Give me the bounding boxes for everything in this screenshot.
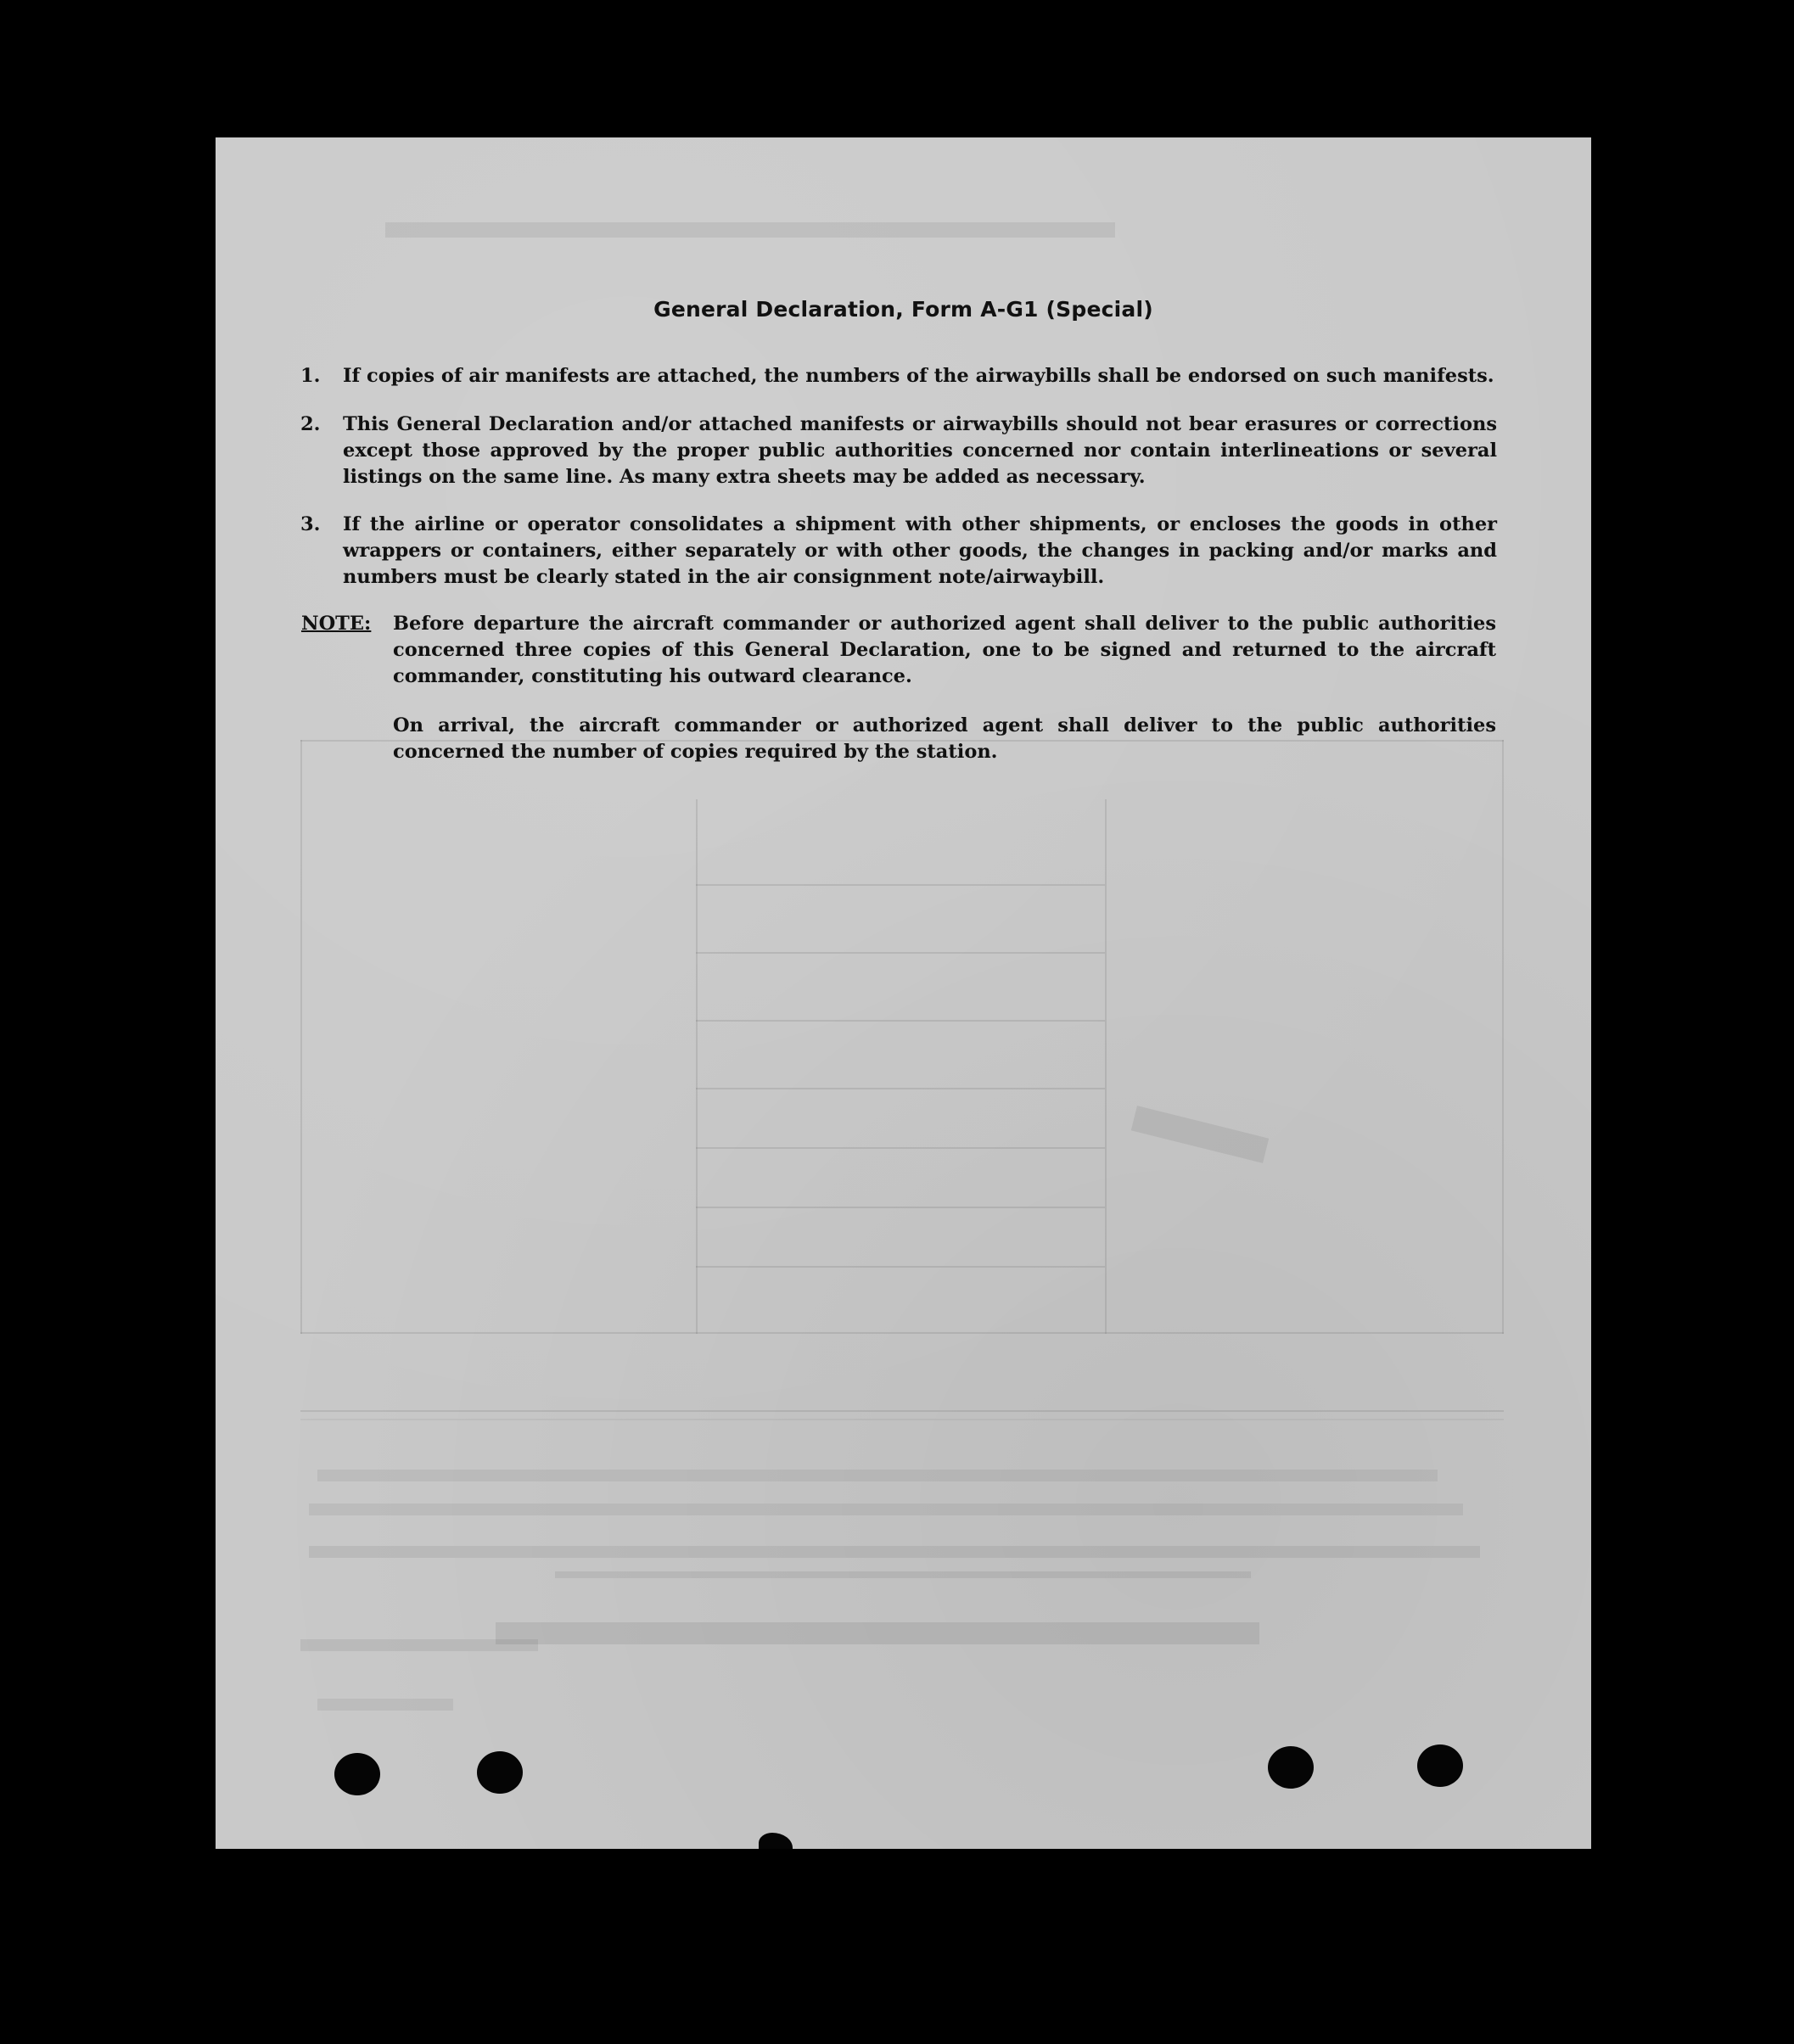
item-2-text: This General Declaration and/or attached manifests or airwaybills should not bear erasures or corrections except those approved by the proper public authorities concerned nor contain interlineations or several listings on the same line. As many extra sheets may be added as necessary.	[343, 413, 1497, 488]
punch-hole	[1417, 1744, 1463, 1787]
instructions-content	[216, 137, 1591, 1849]
punch-hole	[1268, 1746, 1314, 1789]
note-label: NOTE:	[301, 613, 372, 635]
item-1-number: 1.	[300, 365, 321, 387]
punch-hole	[334, 1753, 380, 1795]
note-paragraph-arrival: On arrival, the aircraft commander or authorized agent shall deliver to the public authorities concerned the number of copies required by the station.	[393, 714, 1496, 763]
item-2-number: 2.	[300, 413, 321, 435]
form-title: General Declaration, Form A-G1 (Special)	[653, 297, 1153, 322]
note-paragraph-departure: Before departure the aircraft commander or authorized agent shall deliver to the public authorities concerned three copies of this General Declaration, one to be signed and returned to the aircraft commander, constituting his outward clearance.	[393, 613, 1496, 687]
item-3-number: 3.	[300, 513, 321, 535]
item-1-text: If copies of air manifests are attached, the numbers of the airwaybills shall be endorsed on such manifests.	[343, 365, 1494, 387]
item-3-text: If the airline or operator consolidates a shipment with other shipments, or encloses the goods in other wrappers or containers, either separately or with other goods, the changes in packing and/or marks and numbers must be clearly stated in the air consignment note/airwaybill.	[343, 513, 1497, 588]
punch-hole	[477, 1751, 523, 1794]
paper-sheet	[216, 137, 1591, 1849]
